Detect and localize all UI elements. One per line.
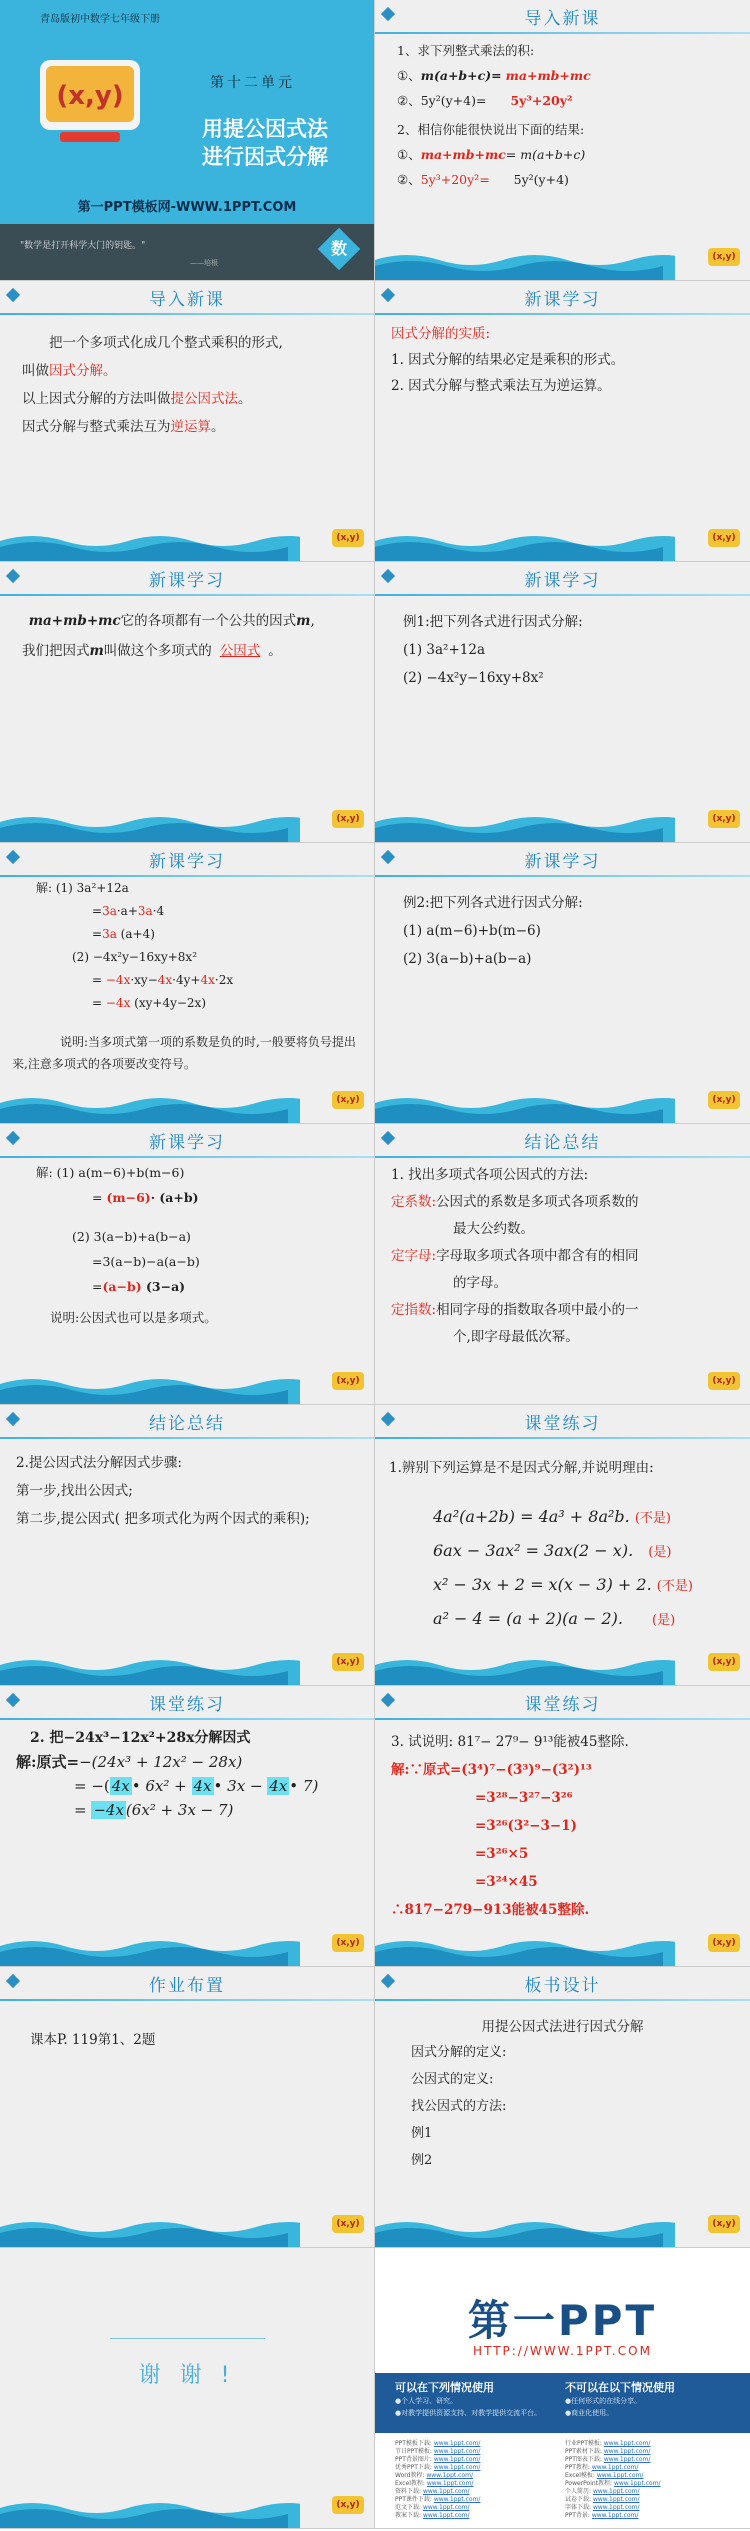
board-3: 找公因式的方法:	[411, 2099, 507, 2114]
slide-new-1[interactable]	[375, 281, 750, 562]
ppt-url[interactable]: HTTP://WWW.1PPT.COM	[473, 2344, 652, 2358]
slide-practice-1[interactable]	[375, 1405, 750, 1686]
sol-2: = −( 4x • 6x² + 4x • 3x − 4x • 7)	[74, 1777, 319, 1795]
slide-intro-1[interactable]	[375, 0, 750, 281]
resource-link[interactable]: 范文下载: www.1ppt.com/	[395, 2504, 470, 2511]
sol-5: =(a−b) (3−a)	[92, 1279, 186, 1294]
judge-1: 4a²(a+2b) = 4a³ + 8a²b. (不是)	[433, 1507, 671, 1526]
slide-homework[interactable]	[0, 1967, 375, 2248]
slide-practice-3[interactable]	[375, 1686, 750, 1967]
q2b: ②、5y³+20y²= 5y²(y+4)	[397, 172, 569, 187]
slide-title: 导入新课	[524, 8, 601, 29]
essence-2: 2. 因式分解与整式乘法互为逆运算。	[391, 378, 611, 394]
xy-board-icon	[40, 60, 140, 146]
slide-title: 课堂练习	[524, 1694, 601, 1715]
problem: 2. 把−24x³−12x²+28x分解因式	[30, 1730, 251, 1746]
sol-1: 解:原式=−(24x³ + 12x² − 28x)	[16, 1753, 243, 1771]
xy-badge: (x,y)	[332, 1934, 364, 1952]
sol-2: =3²⁸−3²⁷−3²⁶	[475, 1790, 573, 1806]
slide-title: 新课学习	[524, 851, 601, 872]
essence-1: 1. 因式分解的结果必定是乘积的形式。	[391, 352, 625, 368]
xy-badge: (x,y)	[332, 529, 364, 547]
sol-3: (2) 3(a−b)+a(b−a)	[72, 1229, 191, 1244]
resource-link[interactable]: PPT素材下载: www.1ppt.com/	[565, 2448, 651, 2455]
slide-header	[375, 0, 750, 32]
wave-decoration	[0, 525, 300, 561]
slide-new-3[interactable]	[375, 562, 750, 843]
sol-2: = (m−6)· (a+b)	[92, 1190, 199, 1205]
q1a: ①、m(a+b+c)= ma+mb+mc	[397, 68, 591, 83]
sol-5: =3²⁴×45	[475, 1874, 538, 1890]
q2a: ①、ma+mb+mc= m(a+b+c)	[397, 147, 586, 162]
board-title: 用提公因式法进行因式分解	[481, 2019, 644, 2035]
slide-title: 课堂练习	[149, 1694, 225, 1715]
wave-decoration	[0, 2492, 300, 2528]
p2: 以上因式分解的方法叫做提公因式法。	[22, 391, 252, 407]
wave-decoration	[375, 244, 675, 280]
resource-link[interactable]: PowerPoint教程: www.1ppt.com/	[565, 2480, 661, 2487]
allowed-usage: 可以在下列情况使用 ●个人学习、研究。 ●对教学提供资源支持、对教学提供交流平台。	[395, 2381, 542, 2417]
resource-link[interactable]: 优秀PPT下载: www.1ppt.com/	[395, 2464, 481, 2471]
xy-badge: (x,y)	[332, 2215, 364, 2233]
steps-heading: 2.提公因式法分解因式步骤:	[16, 1455, 182, 1471]
slide-title: 作业布置	[149, 1975, 225, 1996]
xy-badge: (x,y)	[708, 248, 740, 266]
sol-6: = −4x (xy+4y−2x)	[92, 996, 206, 1010]
cover-title: 用提公因式法进行因式分解	[202, 117, 328, 169]
slide-title: 课堂练习	[524, 1413, 601, 1434]
resource-link[interactable]: 试卷下载: www.1ppt.com/	[565, 2496, 640, 2503]
cover-series: 青岛版初中数学七年级下册	[40, 14, 160, 25]
wave-decoration	[0, 2211, 300, 2247]
slide-practice-2[interactable]	[0, 1686, 375, 1967]
wave-decoration	[375, 1087, 675, 1123]
slide-title: 新课学习	[524, 570, 601, 591]
resource-links-left	[395, 2440, 565, 2520]
sol-2: =3a·a+3a·4	[92, 904, 165, 918]
resource-link[interactable]: 个人简历: www.1ppt.com/	[565, 2488, 640, 2495]
slide-title: 新课学习	[524, 289, 601, 310]
resource-link[interactable]: PPT课件下载: www.1ppt.com/	[395, 2496, 481, 2503]
board-4: 例1	[411, 2126, 433, 2141]
q1: 1、求下列整式乘法的积:	[397, 43, 535, 58]
xy-badge: (x,y)	[708, 2215, 740, 2233]
xy-badge: (x,y)	[332, 1653, 364, 1671]
judge-list	[433, 1501, 740, 1637]
slide-new-6[interactable]	[0, 1124, 375, 1405]
quote: "数学是打开科学大门的钥匙。"	[20, 241, 146, 251]
xy-badge: (x,y)	[332, 810, 364, 828]
essence-heading: 因式分解的实质:	[391, 326, 491, 342]
wave-decoration	[0, 1930, 300, 1966]
slide-board-design[interactable]	[375, 1967, 750, 2248]
xy-badge: (x,y)	[708, 1934, 740, 1952]
board-1: 因式分解的定义:	[411, 2045, 507, 2060]
wave-decoration	[375, 2211, 675, 2247]
sol-4: =3(a−b)−a(a−b)	[92, 1254, 200, 1269]
resource-link[interactable]: 节日PPT模板: www.1ppt.com/	[395, 2448, 481, 2455]
ex2-item2: (2) 3(a−b)+a(b−a)	[403, 951, 532, 967]
resource-link[interactable]: PPT背景: www.1ppt.com/	[565, 2512, 639, 2519]
sol-1: 解: (1) 3a²+12a	[36, 881, 129, 895]
slide-title: 板书设计	[524, 1975, 601, 1996]
sol-1: 解: (1) a(m−6)+b(m−6)	[36, 1165, 185, 1180]
xy-badge: (x,y)	[332, 1091, 364, 1109]
xy-badge: (x,y)	[708, 810, 740, 828]
xy-badge: (x,y)	[708, 1091, 740, 1109]
sol-1: 解:∵原式=(3⁴)⁷−(3³)⁹−(3²)¹³	[391, 1762, 592, 1778]
q1b: ②、5y²(y+4)= 5y³+20y²	[397, 93, 573, 108]
thanks-text: 谢 谢 !	[138, 2363, 236, 2388]
resource-link[interactable]: PPT模板下载: www.1ppt.com/	[395, 2440, 481, 2447]
resource-link[interactable]: 字体下载: www.1ppt.com/	[565, 2504, 640, 2511]
sol-4: =3²⁶×5	[475, 1846, 529, 1862]
wave-decoration	[375, 1649, 675, 1685]
step-1: 第一步,找出公因式;	[16, 1483, 133, 1499]
slide-title: 导入新课	[149, 289, 225, 310]
p1b: 叫做因式分解。	[22, 363, 117, 379]
resource-link[interactable]: 行业PPT模板: www.1ppt.com/	[565, 2440, 651, 2447]
step-2: 第二步,提公因式( 把多项式化为两个因式的乘积);	[16, 1511, 310, 1527]
resource-link[interactable]: PPT图表下载: www.1ppt.com/	[565, 2456, 651, 2463]
q2: 2、相信你能很快说出下面的结果:	[397, 122, 585, 137]
ex2-heading: 例2:把下列各式进行因式分解:	[403, 895, 583, 911]
cover-footer	[0, 224, 374, 280]
ex2-item1: (1) a(m−6)+b(m−6)	[403, 923, 541, 939]
slide-title: 新课学习	[149, 1132, 225, 1153]
xy-badge: (x,y)	[708, 529, 740, 547]
quote-author: ——培根	[190, 259, 218, 267]
xy-badge: (x,y)	[332, 1372, 364, 1390]
ex1-item1: (1) 3a²+12a	[403, 642, 486, 658]
resource-link[interactable]: 资料下载: www.1ppt.com/	[395, 2488, 470, 2495]
judge-3: x² − 3x + 2 = x(x − 3) + 2. (不是)	[433, 1575, 693, 1594]
note: 说明:公因式也可以是多项式。	[50, 1310, 217, 1325]
slide-title: 新课学习	[149, 851, 225, 872]
xy-badge: (x,y)	[708, 1653, 740, 1671]
resource-link[interactable]: PPT背景图片: www.1ppt.com/	[395, 2456, 481, 2463]
wave-decoration	[0, 806, 300, 842]
p1a: 把一个多项式化成几个整式乘积的形式,	[49, 335, 283, 351]
xy-badge: (x,y)	[708, 1372, 740, 1390]
p2: 我们把因式m叫做这个多项式的 公因式 。	[22, 643, 282, 659]
ppt-logo: 第一PPT	[467, 2296, 658, 2345]
rule-coefficient: 定系数:公因式的系数是多项式各项系数的 最大公约数。	[391, 1194, 639, 1237]
rule-exponent: 定指数:相同字母的指数取各项中最小的一 个,即字母最低次幂。	[391, 1302, 639, 1345]
slide-ppt-ad[interactable]	[375, 2248, 750, 2529]
method-heading: 1. 找出多项式各项公因式的方法:	[391, 1167, 589, 1183]
slide-title: 新课学习	[149, 570, 225, 591]
sol-3: =3a (a+4)	[92, 927, 155, 941]
note: 说明:当多项式第一项的系数是负的时,一般要将负号提出来,注意多项式的各项要改变符号。	[12, 1035, 356, 1071]
disallowed-usage: 不可以在以下情况使用 ●任何形式的在线分享。 ●商业化使用。	[565, 2381, 675, 2417]
wave-decoration	[0, 1649, 300, 1685]
usage-panel	[375, 2373, 750, 2433]
sol-3: =3²⁶(3²−3−1)	[475, 1818, 578, 1834]
p3: 因式分解与整式乘法互为逆运算。	[22, 419, 225, 435]
judge-2: 6ax − 3ax² = 3ax(2 − x). (是)	[433, 1541, 672, 1560]
board-5: 例2	[411, 2153, 433, 2168]
resource-link[interactable]: Word教程: www.1ppt.com/	[395, 2472, 473, 2479]
site-label: 第一PPT模板网-WWW.1PPT.COM	[77, 200, 297, 215]
slide-title: 结论总结	[524, 1132, 601, 1153]
resource-link[interactable]: Excel模板: www.1ppt.com/	[565, 2472, 644, 2479]
wave-decoration	[0, 1368, 300, 1404]
slide-new-4[interactable]	[0, 843, 375, 1124]
slide-intro-2[interactable]	[0, 281, 375, 562]
slide-thanks[interactable]	[0, 2248, 375, 2529]
xy-badge: (x,y)	[332, 2496, 364, 2514]
board-2: 公因式的定义:	[411, 2072, 494, 2087]
logo-text: (x,y)	[56, 81, 124, 111]
resource-link[interactable]: PPT教程: www.1ppt.com/	[565, 2464, 639, 2471]
problem: 3. 试说明: 81⁷− 27⁹− 9¹³能被45整除.	[391, 1734, 629, 1750]
wave-decoration	[375, 1930, 675, 1966]
slide-title: 结论总结	[149, 1413, 225, 1434]
unit-label: 第十二单元	[210, 75, 295, 91]
wave-decoration	[375, 525, 675, 561]
wave-decoration	[0, 1087, 300, 1123]
resource-links-right	[565, 2440, 735, 2520]
sol-4: (2) −4x²y−16xy+8x²	[72, 950, 197, 964]
resource-link[interactable]: 教案下载: www.1ppt.com/	[395, 2512, 470, 2519]
ex1-item2: (2) −4x²y−16xy+8x²	[403, 670, 544, 686]
practice-heading: 1.辨别下列运算是不是因式分解,并说明理由:	[389, 1460, 654, 1476]
resource-link[interactable]: Excel教程: www.1ppt.com/	[395, 2480, 474, 2487]
sol-3: = −4x (6x² + 3x − 7)	[74, 1801, 234, 1819]
slide-new-5[interactable]	[375, 843, 750, 1124]
slide-new-2[interactable]	[0, 562, 375, 843]
judge-4: a² − 4 = (a + 2)(a − 2). (是)	[433, 1609, 676, 1628]
slide-summary-2[interactable]	[0, 1405, 375, 1686]
rule-letter: 定字母:字母取多项式各项中都含有的相同 的字母。	[391, 1248, 639, 1291]
ex1-heading: 例1:把下列各式进行因式分解:	[403, 614, 583, 630]
slide-cover[interactable]	[0, 0, 375, 281]
subject-badge: 数	[318, 228, 360, 270]
p1: ma+mb+mc它的各项都有一个公共的因式m,	[28, 613, 315, 629]
sol-5: = −4x·xy−4x·4y+4x·2x	[92, 973, 234, 987]
sol-6: ∴817−279−913能被45整除.	[391, 1902, 590, 1918]
homework-text: 课本P. 119第1、2题	[30, 2032, 156, 2048]
slide-summary-1[interactable]	[375, 1124, 750, 1405]
wave-decoration	[375, 806, 675, 842]
